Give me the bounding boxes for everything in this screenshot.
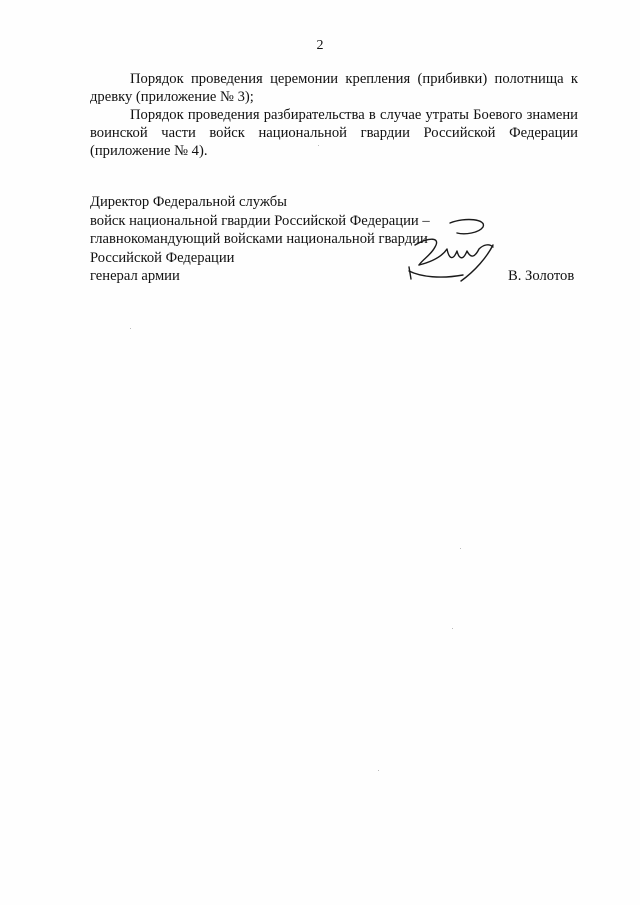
body-text <box>90 70 578 160</box>
signer-title-line-3: главнокомандующий войсками национальной гвардии <box>90 231 428 247</box>
scan-speck <box>460 548 461 549</box>
signer-title-line-2: войск национальной гвардии Российской Федерации – <box>90 212 430 229</box>
scan-speck <box>378 770 379 771</box>
signer-title-line-1: Директор Федеральной службы <box>90 194 287 210</box>
scan-speck <box>318 145 319 146</box>
signer-title-line-4: Российской Федерации <box>90 249 235 266</box>
handwritten-signature-icon <box>395 215 505 285</box>
signer-name: В. Золотов <box>508 268 575 284</box>
signer-rank: генерал армии <box>90 268 180 284</box>
scan-speck <box>130 328 131 329</box>
paragraph-appendix-4: Порядок проведения разбирательства в случае утраты Боевого знамени воинской части войск национальной гвардии Российской Федерации (приложение № 4). <box>90 107 578 159</box>
paragraph-appendix-3: Порядок проведения церемонии крепления (прибивки) полотнища к древку (приложение № 3); <box>90 71 578 105</box>
page-number: 2 <box>316 38 324 53</box>
scan-speck <box>452 628 453 629</box>
